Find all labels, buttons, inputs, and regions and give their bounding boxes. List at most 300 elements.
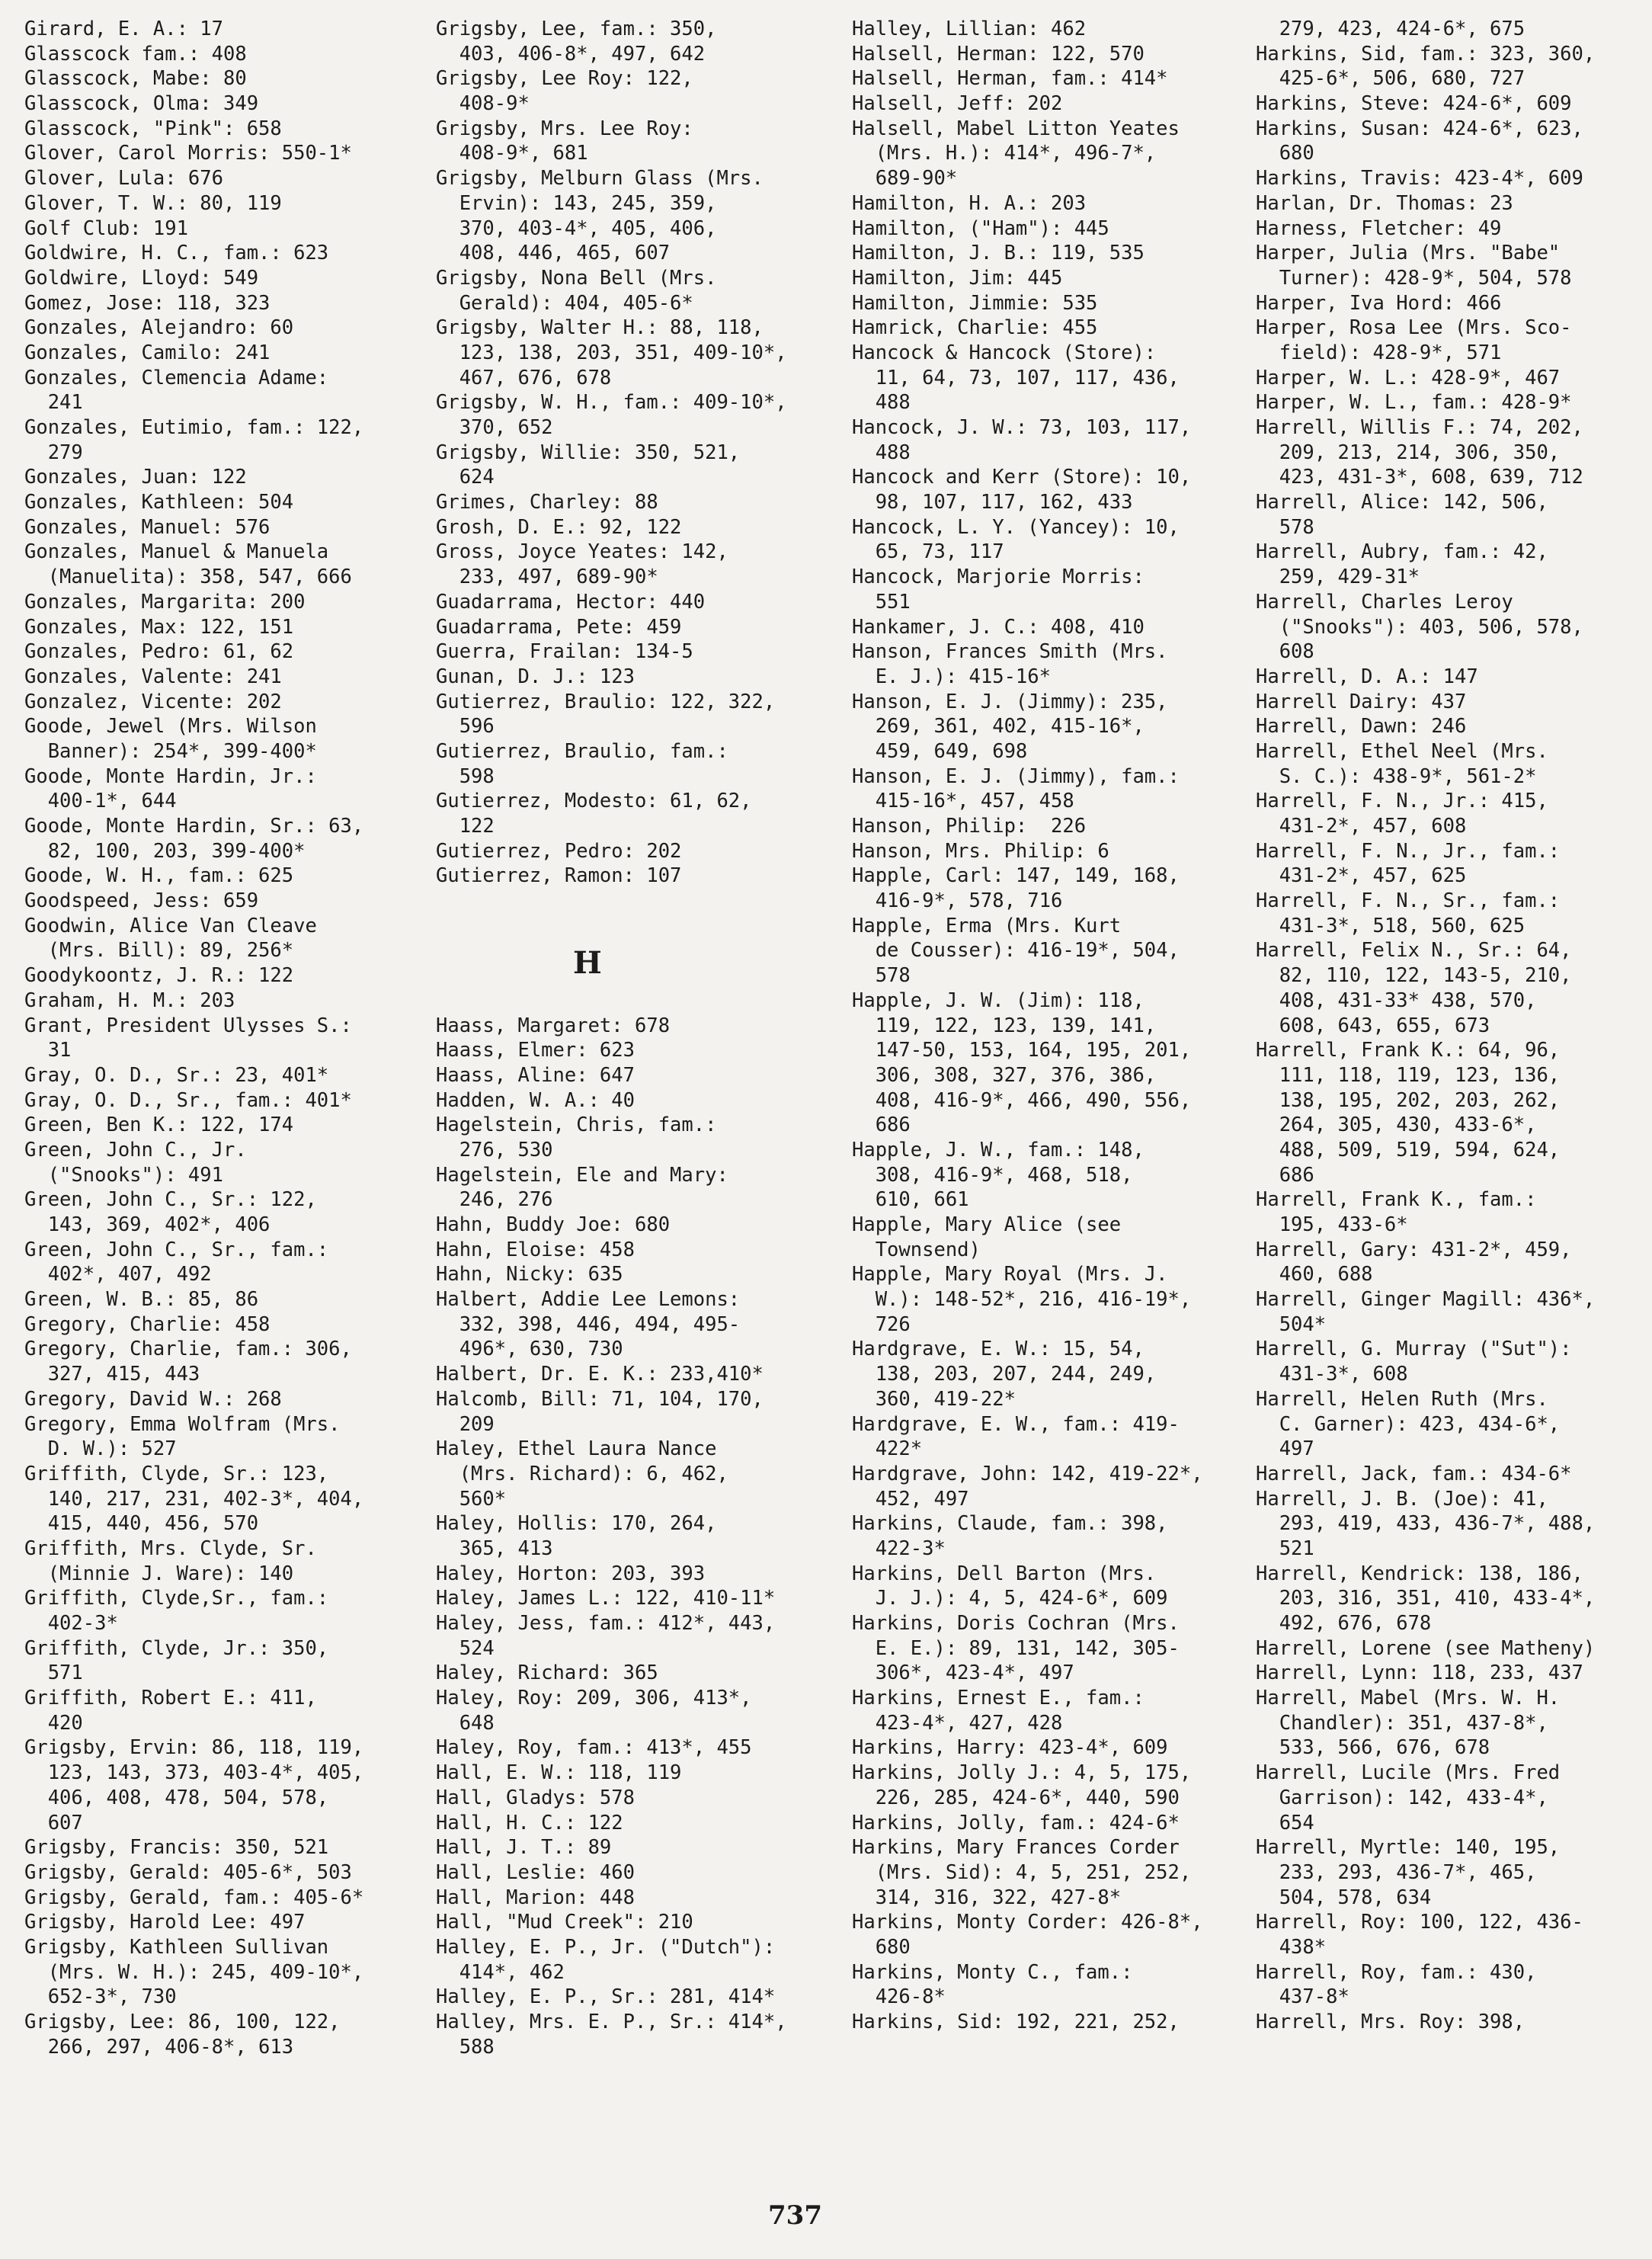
index-line: 415-16*, 457, 458 — [852, 790, 1074, 813]
page-number: 737 — [768, 2200, 822, 2231]
index-line: Goode, Monte Hardin, Sr.: 63, — [24, 815, 364, 838]
index-line: Grigsby, Ervin: 86, 118, 119, — [24, 1736, 364, 1760]
index-line: Harper, Rosa Lee (Mrs. Sco- — [1256, 316, 1572, 340]
index-line: Chandler): 351, 437-8*, — [1256, 1711, 1548, 1735]
index-line: Hancock, Marjorie Morris: — [852, 566, 1145, 589]
index-line: Glasscock, Olma: 349 — [24, 92, 259, 116]
index-line: Hamilton, J. B.: 119, 535 — [852, 242, 1145, 265]
index-line: 209, 213, 214, 306, 350, — [1256, 441, 1561, 464]
index-line: Harrell, F. N., Jr.: 415, — [1256, 790, 1548, 813]
index-line: Goode, W. H., fam.: 625 — [24, 864, 294, 888]
section-letter-heading: H — [573, 945, 602, 981]
index-line: Gonzalez, Vicente: 202 — [24, 690, 282, 713]
index-line: 496*, 630, 730 — [436, 1338, 623, 1361]
index-line: Banner): 254*, 399-400* — [24, 739, 317, 763]
index-line: Golf Club: 191 — [24, 216, 188, 240]
index-line: Harrell, Myrtle: 140, 195, — [1256, 1836, 1561, 1860]
index-line: Ervin): 143, 245, 359, — [436, 191, 717, 215]
index-line: (Mrs. H.): 414*, 496-7*, — [852, 142, 1157, 165]
index-line: J. J.): 4, 5, 424-6*, 609 — [852, 1587, 1168, 1610]
index-line: Turner): 428-9*, 504, 578 — [1256, 266, 1572, 290]
index-line: Gonzales, Camilo: 241 — [24, 341, 271, 364]
index-line: 306, 308, 327, 376, 386, — [852, 1063, 1157, 1087]
index-line: Gonzales, Alejandro: 60 — [24, 316, 294, 340]
index-line: Gunan, D. J.: 123 — [436, 665, 635, 688]
index-line: 467, 676, 678 — [436, 366, 612, 389]
index-line: Hall, Gladys: 578 — [436, 1786, 635, 1809]
index-line: Grigsby, Lee Roy: 122, — [436, 67, 693, 91]
index-line: Harrell, Frank K., fam.: — [1256, 1188, 1537, 1212]
index-line: 276, 530 — [436, 1138, 553, 1162]
index-line: Grigsby, Lee: 86, 100, 122, — [24, 2011, 341, 2033]
index-line: 209 — [436, 1412, 495, 1436]
index-line: Halsell, Herman, fam.: 414* — [852, 67, 1168, 91]
index-line: Harper, W. L., fam.: 428-9* — [1256, 391, 1572, 415]
index-line: Gray, O. D., Sr.: 23, 401* — [24, 1063, 329, 1087]
index-line: Hahn, Nicky: 635 — [436, 1263, 623, 1287]
index-line: Gutierrez, Modesto: 61, 62, — [436, 790, 752, 813]
index-line: Glover, Lula: 676 — [24, 167, 223, 191]
index-line: Grigsby, W. H., fam.: 409-10*, — [436, 391, 787, 415]
index-line: Gross, Joyce Yeates: 142, — [436, 540, 728, 564]
index-line: Harrell, Aubry, fam.: 42, — [1256, 540, 1548, 564]
index-line: Harrell, Kendrick: 138, 186, — [1256, 1562, 1583, 1585]
index-line: 314, 316, 322, 427-8* — [852, 1886, 1122, 1909]
index-line: Haass, Aline: 647 — [436, 1063, 635, 1087]
index-line: 425-6*, 506, 680, 727 — [1256, 67, 1526, 91]
index-line: 370, 403-4*, 405, 406, — [436, 216, 717, 240]
index-line: Harkins, Dell Barton (Mrs. — [852, 1562, 1157, 1585]
index-line: Harkins, Claude, fam.: 398, — [852, 1512, 1168, 1536]
index-line: Harkins, Jolly, fam.: 424-6* — [852, 1811, 1180, 1834]
index-line: 431-2*, 457, 608 — [1256, 815, 1467, 838]
index-line: D. W.): 527 — [24, 1437, 177, 1461]
index-line: Gregory, Charlie, fam.: 306, — [24, 1338, 352, 1361]
index-line: Happle, Carl: 147, 149, 168, — [852, 864, 1180, 888]
index-line: Green, Ben K.: 122, 174 — [24, 1113, 294, 1137]
index-line: Hardgrave, John: 142, 419-22*, — [852, 1462, 1203, 1485]
index-line: 266, 297, 406-8*, 613 — [24, 2035, 294, 2059]
index-line: de Cousser): 416-19*, 504, — [852, 939, 1180, 963]
index-line: Garrison): 142, 433-4*, — [1256, 1786, 1548, 1809]
index-line: 607 — [24, 1811, 83, 1834]
index-line: Goodykoontz, J. R.: 122 — [24, 964, 294, 988]
index-line: 264, 305, 430, 433-6*, — [1256, 1113, 1537, 1137]
index-line: Goldwire, H. C., fam.: 623 — [24, 242, 329, 265]
index-line: Harper, Iva Hord: 466 — [1256, 291, 1502, 315]
index-line: Hamilton, ("Ham"): 445 — [852, 216, 1109, 240]
index-line: Gonzales, Pedro: 61, 62 — [24, 640, 294, 664]
index-line: Green, John C., Jr. — [24, 1138, 247, 1162]
index-line: Green, W. B.: 85, 86 — [24, 1288, 259, 1312]
index-line: 431-3*, 518, 560, 625 — [1256, 914, 1526, 937]
index-line: Harkins, Ernest E., fam.: — [852, 1687, 1145, 1710]
index-line: 504, 578, 634 — [1256, 1886, 1432, 1909]
index-line: Hancock and Kerr (Store): 10, — [852, 466, 1192, 489]
index-line: 82, 110, 122, 143-5, 210, — [1256, 964, 1572, 988]
index-line: Graham, H. M.: 203 — [24, 989, 235, 1012]
index-line — [436, 938, 787, 963]
index-line: Harkins, Mary Frances Corder — [852, 1836, 1180, 1860]
index-line: Happle, J. W. (Jim): 118, — [852, 989, 1145, 1012]
index-line: Harrell, Lorene (see Matheny) — [1256, 1636, 1596, 1660]
index-line: 400-1*, 644 — [24, 790, 177, 813]
index-line: 403, 406-8*, 497, 642 — [436, 42, 706, 66]
index-line: E. E.): 89, 131, 142, 305- — [852, 1636, 1180, 1660]
index-line: Happle, Erma (Mrs. Kurt — [852, 914, 1122, 937]
index-line: 402-3* — [24, 1612, 118, 1635]
index-line: 608, 643, 655, 673 — [1256, 1014, 1490, 1037]
index-line: Girard, E. A.: 17 — [24, 18, 223, 40]
index-line: Harkins, Monty Corder: 426-8*, — [852, 1911, 1203, 1934]
index-line: Haass, Elmer: 623 — [436, 1039, 635, 1062]
index-line: Grant, President Ulysses S.: — [24, 1014, 352, 1037]
index-line: 551 — [852, 590, 911, 614]
index-line: 332, 398, 446, 494, 495- — [436, 1312, 741, 1336]
index-line: Glover, Carol Morris: 550-1* — [24, 142, 352, 165]
index-line: Haley, Jess, fam.: 412*, 443, — [436, 1612, 776, 1635]
index-line: 686 — [1256, 1163, 1314, 1187]
index-line: Griffith, Robert E.: 411, — [24, 1687, 317, 1710]
index-line: 598 — [436, 764, 495, 788]
index-line: 680 — [1256, 142, 1314, 165]
index-line: Halcomb, Bill: 71, 104, 170, — [436, 1387, 764, 1411]
index-line: Halsell, Mabel Litton Yeates — [852, 117, 1180, 140]
index-column-3 — [852, 17, 1203, 2035]
index-line: Halbert, Dr. E. K.: 233,410* — [436, 1363, 764, 1386]
index-line: Happle, Mary Royal (Mrs. J. — [852, 1263, 1168, 1287]
index-line: Harrell, F. N., Sr., fam.: — [1256, 889, 1561, 913]
index-line: (Mrs. Bill): 89, 256* — [24, 939, 294, 963]
index-line: 422* — [852, 1437, 923, 1461]
index-line: Harrell Dairy: 437 — [1256, 690, 1467, 713]
index-line: 438* — [1256, 1935, 1327, 1959]
index-line: 293, 419, 433, 436-7*, 488, — [1256, 1512, 1596, 1536]
index-line: 138, 195, 202, 203, 262, — [1256, 1088, 1561, 1112]
index-line: 596 — [436, 715, 495, 739]
index-line: Grigsby, Gerald: 405-6*, 503 — [24, 1860, 352, 1884]
index-line: Hanson, Frances Smith (Mrs. — [852, 640, 1168, 664]
index-line: 365, 413 — [436, 1536, 553, 1560]
index-line — [436, 889, 787, 914]
index-line: ("Snooks"): 491 — [24, 1163, 223, 1187]
index-line: Gregory, David W.: 268 — [24, 1387, 282, 1411]
index-line: 143, 369, 402*, 406 — [24, 1213, 271, 1236]
index-line: 259, 429-31* — [1256, 566, 1420, 589]
index-line: Halley, E. P., Jr. ("Dutch"): — [436, 1935, 776, 1959]
index-line: Grigsby, Harold Lee: 497 — [24, 1911, 306, 1934]
index-line: Hagelstein, Chris, fam.: — [436, 1113, 717, 1137]
index-line: 414*, 462 — [436, 1960, 565, 1984]
index-line: 408, 446, 465, 607 — [436, 242, 671, 265]
index-line: Harrell, Mrs. Roy: 398, — [1256, 2011, 1526, 2033]
index-line: Harlan, Dr. Thomas: 23 — [1256, 191, 1513, 215]
index-line: Griffith, Clyde, Jr.: 350, — [24, 1636, 329, 1660]
index-line: 624 — [436, 466, 495, 489]
index-line: Harrell, F. N., Jr., fam.: — [1256, 839, 1561, 863]
index-line: 533, 566, 676, 678 — [1256, 1736, 1490, 1760]
index-line: Harper, Julia (Mrs. "Babe" — [1256, 242, 1561, 265]
index-line: Halbert, Addie Lee Lemons: — [436, 1288, 741, 1312]
index-line: Harrell, Lynn: 118, 233, 437 — [1256, 1661, 1583, 1685]
index-line: Hamilton, Jim: 445 — [852, 266, 1063, 290]
index-line: 11, 64, 73, 107, 117, 436, — [852, 366, 1180, 389]
index-line: Harper, W. L.: 428-9*, 467 — [1256, 366, 1561, 389]
index-line: 308, 416-9*, 468, 518, — [852, 1163, 1133, 1187]
index-line: 233, 497, 689-90* — [436, 566, 658, 589]
index-line: Harkins, Steve: 424-6*, 609 — [1256, 92, 1572, 116]
index-line: Hamilton, H. A.: 203 — [852, 191, 1087, 215]
index-line: Gerald): 404, 405-6* — [436, 291, 693, 315]
index-line: Haass, Margaret: 678 — [436, 1014, 671, 1037]
index-line: Harrell, Mabel (Mrs. W. H. — [1256, 1687, 1561, 1710]
index-line: 415, 440, 456, 570 — [24, 1512, 259, 1536]
index-column-2 — [436, 17, 787, 2059]
index-line: 65, 73, 117 — [852, 540, 1004, 564]
index-line: 408, 431-33* 438, 570, — [1256, 989, 1537, 1012]
index-line: Griffith, Mrs. Clyde, Sr. — [24, 1536, 317, 1560]
index-line: (Mrs. W. H.): 245, 409-10*, — [24, 1960, 364, 1984]
index-line: Hall, J. T.: 89 — [436, 1836, 612, 1860]
index-line: 578 — [852, 964, 911, 988]
index-line: Glover, T. W.: 80, 119 — [24, 191, 282, 215]
index-line: Guadarrama, Hector: 440 — [436, 590, 706, 614]
index-line: 588 — [436, 2035, 495, 2059]
index-line: Harrell, Felix N., Sr.: 64, — [1256, 939, 1572, 963]
index-line: (Mrs. Richard): 6, 462, — [436, 1462, 728, 1485]
index-line: 437-8* — [1256, 1985, 1349, 2009]
index-line: Harrell, Helen Ruth (Mrs. — [1256, 1387, 1548, 1411]
index-line: Gutierrez, Braulio: 122, 322, — [436, 690, 776, 713]
index-line: Harrell, Lucile (Mrs. Fred — [1256, 1761, 1561, 1785]
index-line: E. J.): 415-16* — [852, 665, 1051, 688]
index-line: Townsend) — [852, 1238, 981, 1261]
index-line: Harrell, Willis F.: 74, 202, — [1256, 416, 1583, 439]
index-line: Griffith, Clyde,Sr., fam.: — [24, 1587, 329, 1610]
index-line: 279 — [24, 441, 83, 464]
index-line: Haley, James L.: 122, 410-11* — [436, 1587, 776, 1610]
index-line: Hardgrave, E. W., fam.: 419- — [852, 1412, 1180, 1436]
index-line: Goodspeed, Jess: 659 — [24, 889, 259, 913]
index-line: Halley, Mrs. E. P., Sr.: 414*, — [436, 2011, 787, 2033]
index-line: 686 — [852, 1113, 911, 1137]
index-line: 726 — [852, 1312, 911, 1336]
index-column-4 — [1256, 17, 1595, 2035]
index-line: C. Garner): 423, 434-6*, — [1256, 1412, 1561, 1436]
index-line: Hall, Marion: 448 — [436, 1886, 635, 1909]
index-line: Hanson, Philip: 226 — [852, 815, 1087, 838]
index-line: Grigsby, Kathleen Sullivan — [24, 1935, 329, 1959]
index-line: Halsell, Jeff: 202 — [852, 92, 1063, 116]
index-column-1 — [24, 17, 363, 2059]
index-line: Griffith, Clyde, Sr.: 123, — [24, 1462, 329, 1485]
index-line: Grimes, Charley: 88 — [436, 491, 658, 514]
index-line: Harrell, Jack, fam.: 434-6* — [1256, 1462, 1572, 1485]
index-line: Harrell, Charles Leroy — [1256, 590, 1513, 614]
index-line: Hankamer, J. C.: 408, 410 — [852, 615, 1145, 639]
index-line: Gonzales, Clemencia Adame: — [24, 366, 329, 389]
index-line: Gregory, Emma Wolfram (Mrs. — [24, 1412, 341, 1436]
index-line: Gonzales, Valente: 241 — [24, 665, 282, 688]
index-line: ("Snooks"): 403, 506, 578, — [1256, 615, 1583, 639]
index-line: Halley, Lillian: 462 — [852, 18, 1087, 40]
index-line: W.): 148-52*, 216, 416-19*, — [852, 1288, 1192, 1312]
index-line: Happle, Mary Alice (see — [852, 1213, 1122, 1236]
index-line: Hadden, W. A.: 40 — [436, 1088, 635, 1112]
index-line: 648 — [436, 1711, 495, 1735]
index-line: 233, 293, 436-7*, 465, — [1256, 1860, 1537, 1884]
index-line: 652-3*, 730 — [24, 1985, 177, 2009]
index-line: Harrell, D. A.: 147 — [1256, 665, 1478, 688]
index-line: Harkins, Sid, fam.: 323, 360, — [1256, 42, 1596, 66]
index-line: Harrell, Dawn: 246 — [1256, 715, 1467, 739]
index-line: Gray, O. D., Sr., fam.: 401* — [24, 1088, 352, 1112]
index-line: S. C.): 438-9*, 561-2* — [1256, 764, 1537, 788]
index-line: 246, 276 — [436, 1188, 553, 1212]
index-line: 488 — [852, 441, 911, 464]
index-line: 147-50, 153, 164, 195, 201, — [852, 1039, 1192, 1062]
index-line: Grigsby, Lee, fam.: 350, — [436, 18, 717, 40]
index-line: Gonzales, Margarita: 200 — [24, 590, 306, 614]
index-line: 408-9* — [436, 92, 530, 116]
index-line: Haley, Hollis: 170, 264, — [436, 1512, 717, 1536]
index-line: 578 — [1256, 515, 1314, 539]
index-line: Grigsby, Walter H.: 88, 118, — [436, 316, 764, 340]
index-line: Hanson, E. J. (Jimmy), fam.: — [852, 764, 1180, 788]
index-line: Harkins, Jolly J.: 4, 5, 175, — [852, 1761, 1192, 1785]
index-line: Hancock, L. Y. (Yancey): 10, — [852, 515, 1180, 539]
index-line: Guerra, Frailan: 134-5 — [436, 640, 693, 664]
index-line: 241 — [24, 391, 83, 415]
index-line: Harrell, Roy: 100, 122, 436- — [1256, 1911, 1583, 1934]
index-line: Hamilton, Jimmie: 535 — [852, 291, 1098, 315]
index-line: 306*, 423-4*, 497 — [852, 1661, 1074, 1685]
index-line: Hall, Leslie: 460 — [436, 1860, 635, 1884]
index-line — [436, 989, 787, 1014]
index-line: 203, 316, 351, 410, 433-4*, — [1256, 1587, 1596, 1610]
index-line: 497 — [1256, 1437, 1314, 1461]
index-line: 138, 203, 207, 244, 249, — [852, 1363, 1157, 1386]
index-line: 408, 416-9*, 466, 490, 556, — [852, 1088, 1192, 1112]
index-line: 279, 423, 424-6*, 675 — [1256, 18, 1526, 40]
index-line: Gonzales, Max: 122, 151 — [24, 615, 294, 639]
index-line: Harrell, Alice: 142, 506, — [1256, 491, 1548, 514]
index-line: Haley, Richard: 365 — [436, 1661, 658, 1685]
index-line: 504* — [1256, 1312, 1327, 1336]
index-line: Happle, J. W., fam.: 148, — [852, 1138, 1145, 1162]
index-line: 689-90* — [852, 167, 958, 191]
index-line: 426-8* — [852, 1985, 946, 2009]
index-line: 98, 107, 117, 162, 433 — [852, 491, 1133, 514]
index-line: Hamrick, Charlie: 455 — [852, 316, 1098, 340]
index-line: Gregory, Charlie: 458 — [24, 1312, 271, 1336]
index-line: Gomez, Jose: 118, 323 — [24, 291, 271, 315]
index-line: Hall, "Mud Creek": 210 — [436, 1911, 693, 1934]
index-line: Harrell, Ginger Magill: 436*, — [1256, 1288, 1596, 1312]
index-line: 111, 118, 119, 123, 136, — [1256, 1063, 1561, 1087]
index-line: Gonzales, Eutimio, fam.: 122, — [24, 416, 364, 439]
index-line: Gonzales, Kathleen: 504 — [24, 491, 294, 514]
index-line: 431-2*, 457, 625 — [1256, 864, 1467, 888]
index-line: 610, 661 — [852, 1188, 969, 1212]
index-line: Goode, Jewel (Mrs. Wilson — [24, 715, 317, 739]
index-line: 423-4*, 427, 428 — [852, 1711, 1063, 1735]
index-line: (Mrs. Sid): 4, 5, 251, 252, — [852, 1860, 1192, 1884]
index-line: 422-3* — [852, 1536, 946, 1560]
index-line: Hardgrave, E. W.: 15, 54, — [852, 1338, 1145, 1361]
index-line: 608 — [1256, 640, 1314, 664]
index-line: Grosh, D. E.: 92, 122 — [436, 515, 682, 539]
index-line: Harkins, Doris Cochran (Mrs. — [852, 1612, 1180, 1635]
index-line: 680 — [852, 1935, 911, 1959]
index-line: Green, John C., Sr.: 122, — [24, 1188, 317, 1212]
index-line: 408-9*, 681 — [436, 142, 588, 165]
index-line: Gutierrez, Pedro: 202 — [436, 839, 682, 863]
index-line: Harkins, Sid: 192, 221, 252, — [852, 2011, 1180, 2033]
index-line: 122 — [436, 815, 495, 838]
index-line: Hall, H. C.: 122 — [436, 1811, 623, 1834]
index-line: 416-9*, 578, 716 — [852, 889, 1063, 913]
index-line: Harrell, J. B. (Joe): 41, — [1256, 1487, 1548, 1511]
index-line: Haley, Ethel Laura Nance — [436, 1437, 717, 1461]
index-line: 31 — [24, 1039, 72, 1062]
index-line: 460, 688 — [1256, 1263, 1373, 1287]
index-line: Harkins, Monty C., fam.: — [852, 1960, 1133, 1984]
index-line: Halsell, Herman: 122, 570 — [852, 42, 1145, 66]
index-line: Grigsby, Mrs. Lee Roy: — [436, 117, 693, 140]
index-line: 521 — [1256, 1536, 1314, 1560]
index-line: Goodwin, Alice Van Cleave — [24, 914, 317, 937]
index-line: 420 — [24, 1711, 83, 1735]
index-line: Hancock, J. W.: 73, 103, 117, — [852, 416, 1192, 439]
index-line: Glasscock fam.: 408 — [24, 42, 247, 66]
index-line: Harkins, Susan: 424-6*, 623, — [1256, 117, 1583, 140]
index-line: 226, 285, 424-6*, 440, 590 — [852, 1786, 1180, 1809]
index-line: Guadarrama, Pete: 459 — [436, 615, 682, 639]
index-line: Harrell, Ethel Neel (Mrs. — [1256, 739, 1548, 763]
index-line: Goode, Monte Hardin, Jr.: — [24, 764, 317, 788]
index-line: Hahn, Buddy Joe: 680 — [436, 1213, 671, 1236]
index-line: Grigsby, Nona Bell (Mrs. — [436, 266, 717, 290]
index-line: Harrell, Gary: 431-2*, 459, — [1256, 1238, 1572, 1261]
index-line: Harrell, Roy, fam.: 430, — [1256, 1960, 1537, 1984]
index-line: 402*, 407, 492 — [24, 1263, 212, 1287]
index-line: 370, 652 — [436, 416, 553, 439]
index-line: 269, 361, 402, 415-16*, — [852, 715, 1145, 739]
index-line: Glasscock, Mabe: 80 — [24, 67, 247, 91]
index-line: 423, 431-3*, 608, 639, 712 — [1256, 466, 1583, 489]
index-line: 123, 138, 203, 351, 409-10*, — [436, 341, 787, 364]
index-line: 452, 497 — [852, 1487, 969, 1511]
index-line: Halley, E. P., Sr.: 281, 414* — [436, 1985, 776, 2009]
index-line: Haley, Horton: 203, 393 — [436, 1562, 706, 1585]
index-line: 406, 408, 478, 504, 578, — [24, 1786, 329, 1809]
index-line: 140, 217, 231, 402-3*, 404, — [24, 1487, 364, 1511]
index-line: Hanson, E. J. (Jimmy): 235, — [852, 690, 1168, 713]
index-line: 524 — [436, 1636, 495, 1660]
index-line: Hancock & Hancock (Store): — [852, 341, 1157, 364]
index-line: 327, 415, 443 — [24, 1363, 200, 1386]
index-line: Gutierrez, Ramon: 107 — [436, 864, 682, 888]
index-line: 360, 419-22* — [852, 1387, 1016, 1411]
index-line: Grigsby, Melburn Glass (Mrs. — [436, 167, 764, 191]
index-line: Gonzales, Manuel: 576 — [24, 515, 271, 539]
index-line: 459, 649, 698 — [852, 739, 1028, 763]
index-line: Grigsby, Gerald, fam.: 405-6* — [24, 1886, 364, 1909]
index-line: field): 428-9*, 571 — [1256, 341, 1502, 364]
index-line: Goldwire, Lloyd: 549 — [24, 266, 259, 290]
index-line: Hall, E. W.: 118, 119 — [436, 1761, 682, 1785]
